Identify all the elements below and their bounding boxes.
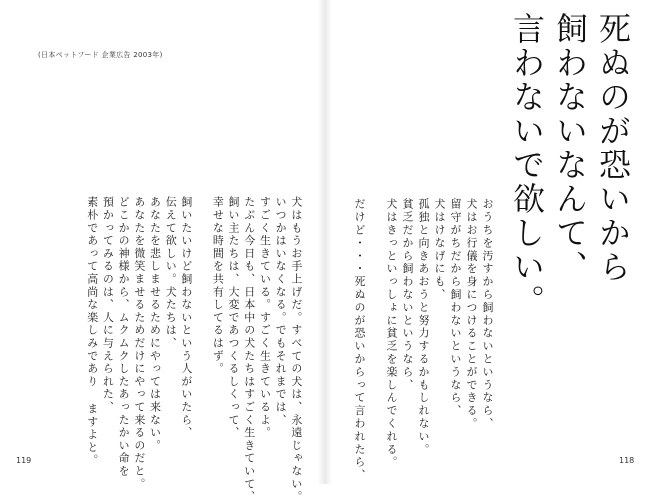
- book-gutter: [318, 0, 332, 484]
- body-line: 孤独と向きあおうと努力するかもしれない。: [417, 198, 430, 456]
- body-line: 伝えて欲しい。犬たちは、: [164, 196, 178, 350]
- body-line: あなたを悲しませるためにやっては来ない。: [148, 196, 162, 452]
- body-line: 犬はもうお手上げだ。すべての犬は、永遠じゃない。: [289, 196, 303, 503]
- body-line: すごく生きている。すごく生きているよ。: [258, 196, 272, 440]
- body-line: おうちを汚すから飼わないというなら、: [481, 198, 494, 431]
- body-line: どこかの神様から、ムクムクしたあったかい命を: [117, 196, 131, 478]
- headline: [505, 12, 634, 318]
- body-line: [367, 198, 383, 482]
- ad-caption: (日本ペットフード 企業広告 2003年): [38, 51, 163, 59]
- headline-line: 死ぬのが恐いから: [594, 12, 632, 284]
- headline-line: 言わないで欲しい。: [508, 12, 546, 318]
- headline-line: 飼わないなんて、: [551, 12, 589, 284]
- page-number-right: 118: [619, 456, 635, 465]
- body-line: 犬はお行儀を身につけることができる。: [465, 198, 478, 431]
- body-line: 留守がちだから飼わないというなら、: [449, 198, 462, 418]
- page-number-left: 119: [16, 456, 32, 465]
- body-line: 飼いたいけど飼わないという人がいたら、: [179, 196, 193, 440]
- body-line: 貧乏だから飼わないというなら、: [401, 198, 414, 392]
- body-line: 犬はきっといっしょに貧乏を楽しんでくれる。: [385, 198, 398, 469]
- body-line: 犬はけなげにも、: [433, 198, 446, 302]
- body-line: いつかはいなくなる。でもそれまでは、: [274, 196, 288, 427]
- right-body-text: [351, 198, 495, 482]
- right-page: [325, 0, 650, 484]
- left-body-text: [84, 196, 304, 503]
- body-line: 素朴であって高尚な楽しみであり ますよと。: [85, 196, 99, 467]
- body-line: 飼い主たちは、大変であつくるしくって、: [227, 196, 241, 440]
- body-line: だけど・・・死ぬのが恐いからって言われたら、: [353, 198, 366, 482]
- body-line: たぶん今日も、日本中の犬たちはすごく生きていて、: [242, 196, 256, 503]
- body-line: 幸せな時間を共有してるはず。: [211, 196, 225, 376]
- body-line: あなたを微笑ませるためだけにやって来るのだと。: [132, 196, 146, 491]
- body-line: 預かってみるのは、人に与えられた、: [101, 196, 115, 414]
- body-line: [194, 196, 210, 503]
